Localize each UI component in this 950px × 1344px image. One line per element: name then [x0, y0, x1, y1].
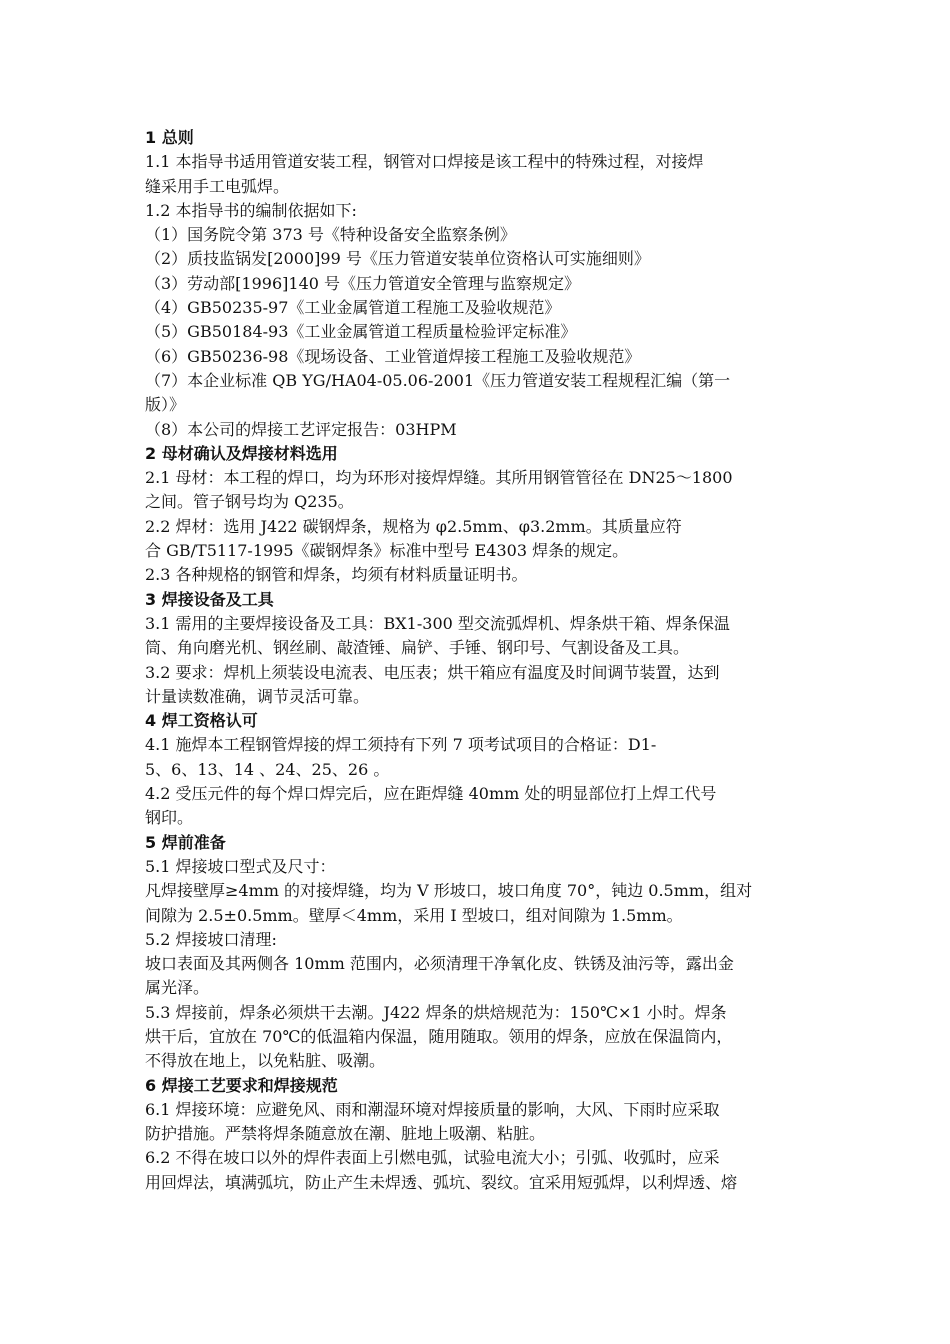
text-line: 凡焊接壁厚≥4mm 的对接焊缝，均为 V 形坡口，坡口角度 70°，钝边 0.5mm，组对: [145, 881, 753, 901]
text-line: 计量读数准确，调节灵活可靠。: [145, 686, 370, 706]
section-heading: 3 焊接设备及工具: [145, 589, 274, 609]
text-line: 2.2 焊材：选用 J422 碳钢焊条，规格为 φ2.5mm、φ3.2mm。其质量应符: [145, 516, 682, 536]
text-line: 2.3 各种规格的钢管和焊条，均须有材料质量证明书。: [145, 565, 528, 585]
text-line: （3）劳动部[1996]140 号《压力管道安全管理与监察规定》: [145, 273, 581, 293]
section-heading: 1 总则: [145, 128, 194, 147]
text-line: 5、6、13、14 、24、25、26 。: [145, 759, 390, 779]
text-line: 3.2 要求：焊机上须装设电流表、电压表；烘干箱应有温度及时间调节装置，达到: [145, 662, 720, 682]
section-heading: 2 母材确认及焊接材料选用: [145, 443, 338, 463]
text-line: 防护措施。严禁将焊条随意放在潮、脏地上吸潮、粘脏。: [145, 1124, 546, 1144]
section-heading: 4 焊工资格认可: [145, 711, 258, 731]
text-line: 2.1 母材：本工程的焊口，均为环形对接焊焊缝。其所用钢管管径在 DN25～1800: [145, 468, 733, 488]
text-line: 4.1 施焊本工程钢管焊接的焊工须持有下列 7 项考试项目的合格证：D1-: [145, 735, 657, 755]
section-heading: 6 焊接工艺要求和焊接规范: [145, 1075, 338, 1095]
document-body: [145, 126, 810, 1195]
text-line: （7）本企业标准 QB YG/HA04-05.06-2001《压力管道安装工程规程汇编（第一: [145, 370, 731, 390]
text-line: 3.1 需用的主要焊接设备及工具：BX1-300 型交流弧焊机、焊条烘干箱、焊条保温: [145, 613, 730, 633]
text-line: 1.2 本指导书的编制依据如下:: [145, 200, 357, 220]
text-line: 间隙为 2.5±0.5mm。壁厚＜4mm，采用 I 型坡口，组对间隙为 1.5mm。: [145, 905, 683, 925]
text-line: 4.2 受压元件的每个焊口焊完后，应在距焊缝 40mm 处的明显部位打上焊工代号: [145, 784, 717, 804]
text-line: （6）GB50236-98《现场设备、工业管道焊接工程施工及验收规范》: [145, 346, 641, 366]
section-heading: 5 焊前准备: [145, 832, 226, 852]
text-line: 6.1 焊接环境：应避免风、雨和潮湿环境对焊接质量的影响，大风、下雨时应采取: [145, 1099, 720, 1119]
text-line: （8）本公司的焊接工艺评定报告：03HPM: [145, 419, 457, 439]
text-line: 钢印。: [145, 808, 194, 828]
text-line: 烘干后，宜放在 70℃的低温箱内保温，随用随取。领用的焊条，应放在保温筒内，: [145, 1026, 733, 1046]
text-line: 之间。管子钢号均为 Q235。: [145, 492, 354, 512]
text-line: （4）GB50235-97《工业金属管道工程施工及验收规范》: [145, 298, 561, 318]
text-line: 缝采用手工电弧焊。: [145, 176, 290, 196]
text-line: 版）》: [145, 395, 186, 415]
text-line: 6.2 不得在坡口以外的焊件表面上引燃电弧，试验电流大小；引弧、收弧时，应采: [145, 1148, 720, 1168]
text-line: 不得放在地上，以免粘脏、吸潮。: [145, 1051, 386, 1071]
text-line: 合 GB/T5117-1995《碳钢焊条》标准中型号 E4303 焊条的规定。: [145, 541, 629, 561]
text-line: 1.1 本指导书适用管道安装工程，钢管对口焊接是该工程中的特殊过程，对接焊: [145, 152, 704, 172]
text-line: 属光泽。: [145, 978, 210, 998]
text-line: 坡口表面及其两侧各 10mm 范围内，必须清理干净氧化皮、铁锈及油污等，露出金: [145, 954, 734, 974]
text-line: 5.1 焊接坡口型式及尺寸：: [145, 856, 336, 876]
text-line: 5.2 焊接坡口清理:: [145, 929, 277, 949]
text-line: （5）GB50184-93《工业金属管道工程质量检验评定标准》: [145, 322, 577, 342]
text-line: （1）国务院令第 373 号《特种设备安全监察条例》: [145, 225, 516, 245]
text-line: 筒、角向磨光机、钢丝刷、敲渣锤、扁铲、手锤、钢印号、气割设备及工具。: [145, 638, 690, 658]
text-line: 5.3 焊接前，焊条必须烘干去潮。J422 焊条的烘焙规范为：150℃×1 小时。焊条: [145, 1002, 727, 1022]
text-line: （2）质技监锅发[2000]99 号《压力管道安装单位资格认可实施细则》: [145, 249, 650, 269]
text-line: 用回焊法，填满弧坑，防止产生未焊透、弧坑、裂纹。宜采用短弧焊，以利焊透、熔: [145, 1172, 738, 1192]
